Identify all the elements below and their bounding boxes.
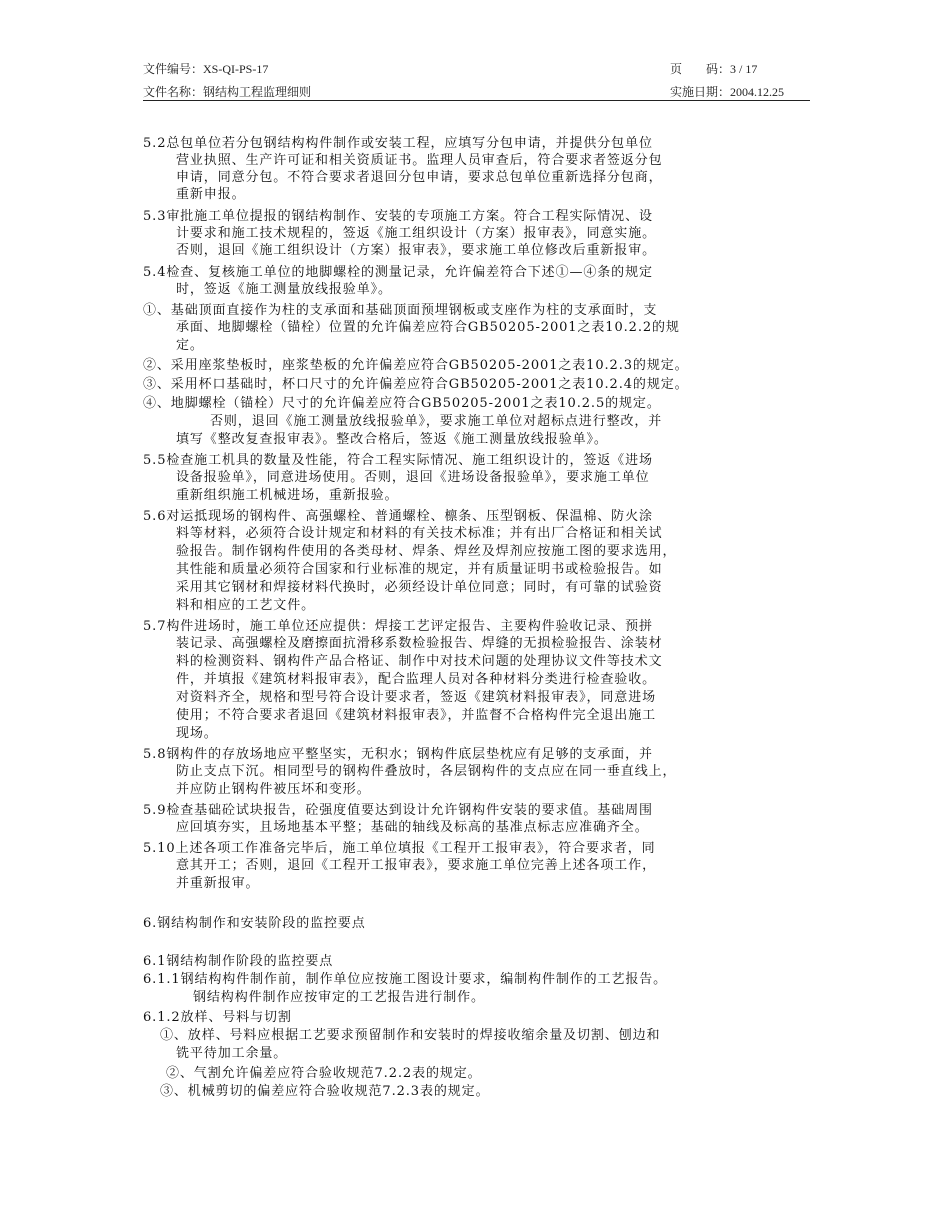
text-line: ①、放样、号料应根据工艺要求预留制作和安装时的焊接收缩余量及切割、刨边和 [160,1028,661,1043]
text-line: ①、基础顶面直接作为柱的支承面和基础顶面预埋钢板或支座作为柱的支承面时，支 [143,303,658,318]
text-line: ④、地脚螺栓（锚栓）尺寸的允许偏差应符合GB50205-2001之表10.2.5的规定。 [143,396,661,411]
subsection-heading: 6.1钢结构制作阶段的监控要点 [143,954,334,969]
text-line: ③、机械剪切的偏差应符合验收规范7.2.3表的规定。 [160,1084,490,1099]
text-line: ②、气割允许偏差应符合验收规范7.2.2表的规定。 [166,1066,482,1081]
text-line: 料和相应的工艺文件。 [176,598,316,613]
text-line: ②、采用座浆垫板时，座浆垫板的允许偏差应符合GB50205-2001之表10.2.3的规定。 [143,358,689,373]
text-line: 5.5检查施工机具的数量及性能，符合工程实际情况、施工组织设计的，签返《进场 [143,453,653,468]
text-line: 申请，同意分包。不符合要求者退回分包申请，要求总包单位重新选择分包商， [176,170,663,185]
text-line: 料等材料，必须符合设计规定和材料的有关技术标准；并有出厂合格证和相关试 [176,526,663,541]
text-line: 使用；不符合要求者退回《建筑材料报审表》，并监督不合格构件完全退出施工 [176,708,657,723]
text-line: 否则，退回《施工组织设计（方案）报审表》，要求施工单位修改后重新报审。 [176,243,657,258]
text-line: 6.1.1钢结构构件制作前，制作单位应按施工图设计要求，编制构件制作的工艺报告。 [143,972,668,987]
text-line: 5.6对运抵现场的钢构件、高强螺栓、普通螺栓、檩条、压型钢板、保温棉、防火涂 [143,509,653,524]
text-line: 钢结构构件制作应按审定的工艺报告进行制作。 [193,990,485,1005]
text-line: 料的检测资料、钢构件产品合格证、制作中对技术问题的处理协议文件等技术文 [176,654,663,669]
text-line: 承面、地脚螺栓（锚栓）位置的允许偏差应符合GB50205-2001之表10.2.2的规 [176,320,680,335]
text-line: 并重新报审。 [176,876,260,891]
text-line: 定。 [176,338,204,353]
text-line: 计要求和施工技术规程的，签返《施工组织设计（方案）报审表》，同意实施。 [176,226,657,241]
text-line: 对资料齐全，规格和型号符合设计要求者，签返《建筑材料报审表》，同意进场 [176,690,657,705]
text-line: 防止支点下沉。相同型号的钢构件叠放时，各层钢构件的支点应在同一垂直线上， [176,764,677,779]
text-line: 其性能和质量必须符合国家和行业标准的规定，并有质量证明书或检验报告。如 [176,562,663,577]
doc-number: 文件编号：XS-QI-PS-17 [143,62,269,76]
text-line: 5.9检查基础砼试块报告，砼强度值要达到设计允许钢构件安装的要求值。基础周围 [143,803,653,818]
text-line: 应回填夯实，且场地基本平整；基础的轴线及标高的基准点标志应准确齐全。 [176,820,649,835]
text-line: 验报告。制作钢构件使用的各类母材、焊条、焊丝及焊剂应按施工图的要求选用， [176,544,677,559]
text-line: 营业执照、生产许可证和相关资质证书。监理人员审查后，符合要求者签返分包 [176,153,663,168]
text-line: 现场。 [176,726,218,741]
page-info: 页 码：3 / 17 [670,62,758,76]
effective-date: 实施日期：2004.12.25 [670,85,785,99]
text-line: 5.4检查、复核施工单位的地脚螺栓的测量记录，允许偏差符合下述①—④条的规定 [143,265,653,280]
text-line: 5.10上述各项工作准备完毕后，施工单位填报《工程开工报审表》，符合要求者，同 [143,841,656,856]
section-heading: 6.钢结构制作和安装阶段的监控要点 [143,916,366,931]
text-line: 5.7构件进场时，施工单位还应提供：焊接工艺评定报告、主要构件验收记录、预拼 [143,619,653,634]
text-line: 时，签返《施工测量放线报验单》。 [176,282,392,297]
text-line: 铣平待加工余量。 [176,1046,288,1061]
text-line: 件，并填报《建筑材料报审表》，配合监理人员对各种材料分类进行检查验收。 [176,672,657,687]
text-line: ③、采用杯口基础时，杯口尺寸的允许偏差应符合GB50205-2001之表10.2.4的规定。 [143,377,689,392]
text-line: 意其开工；否则，退回《工程开工报审表》，要求施工单位完善上述各项工作， [176,858,657,873]
doc-name: 文件名称：钢结构工程监理细则 [143,85,312,99]
text-line: 重新组织施工机械进场，重新报验。 [176,488,399,503]
text-line: 设备报验单》，同意进场使用。否则，退回《进场设备报验单》，要求施工单位 [176,470,650,485]
text-line: 填写《整改复查报审表》。整改合格后，签返《施工测量放线报验单》。 [176,432,608,447]
text-line: 5.2总包单位若分包钢结构构件制作或安装工程，应填写分包申请，并提供分包单位 [143,136,653,151]
text-line: 重新申报。 [176,187,246,202]
header-divider [143,100,810,101]
text-line: 否则，退回《施工测量放线报验单》，要求施工单位对超标点进行整改，并 [210,414,663,429]
text-line: 5.8钢构件的存放场地应平整坚实，无积水；钢构件底层垫枕应有足够的支承面，并 [143,747,653,762]
text-line: 采用其它钢材和焊接材料代换时，必须经设计单位同意；同时，有可靠的试验资 [176,580,663,595]
text-line: 6.1.2放样、号料与切割 [143,1010,292,1025]
text-line: 5.3审批施工单位提报的钢结构制作、安装的专项施工方案。符合工程实际情况、设 [143,209,653,224]
text-line: 装记录、高强螺栓及磨擦面抗滑移系数检验报告、焊缝的无损检验报告、涂装材 [176,636,663,651]
text-line: 并应防止钢构件被压坏和变形。 [176,782,371,797]
